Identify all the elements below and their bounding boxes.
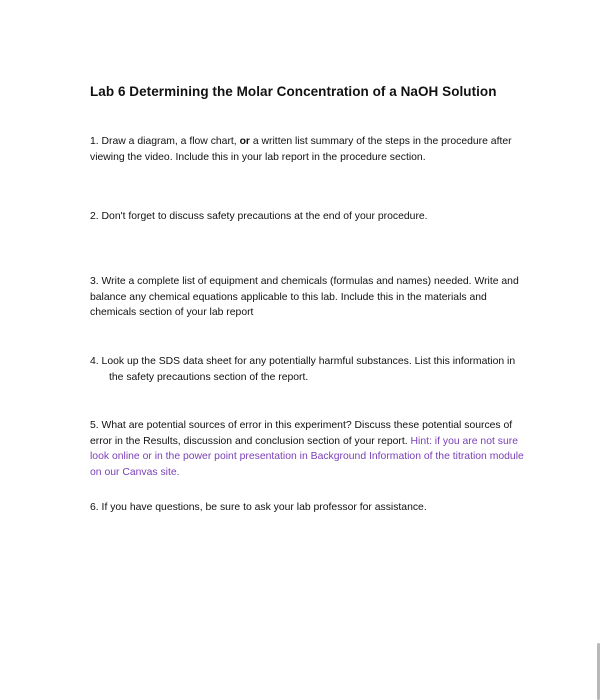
- item-5-text: 5. What are potential sources of error in this experiment? Discuss these potential sources of error in the Results, discussion and conclusion section of your report.: [90, 420, 513, 447]
- instruction-item-3: 3. Write a complete list of equipment and chemicals (formulas and names) needed. Write and balance any chemical equations applicable to this lab. Include this in the materials and chemicals section of your lab report: [90, 276, 519, 319]
- item-1-text-end: a written list summary of the steps in the procedure after viewing the video. Include this in your lab report in the procedure section.: [90, 136, 512, 163]
- instruction-item-5: [90, 418, 530, 480]
- instruction-item-4: 4. Look up the SDS data sheet for any potentially harmful substances. List this information in the safety precautions section of the report.: [90, 356, 516, 383]
- instruction-item-2: 2. Don't forget to discuss safety precautions at the end of your procedure.: [90, 211, 428, 222]
- item-1-text-start: 1. Draw a diagram, a flow chart,: [90, 136, 240, 147]
- item-1-bold-or: or: [239, 136, 250, 147]
- instruction-item-6: 6. If you have questions, be sure to ask your lab professor for assistance.: [90, 502, 427, 513]
- scrollbar-thumb[interactable]: [597, 643, 600, 700]
- item-5-hint: Hint: if you are not sure look online or in the power point presentation in Background Information of the titration module on our Canvas site.: [90, 435, 524, 478]
- document-title: Lab 6 Determining the Molar Concentration of a NaOH Solution: [90, 84, 497, 99]
- instruction-item-1: [90, 134, 530, 165]
